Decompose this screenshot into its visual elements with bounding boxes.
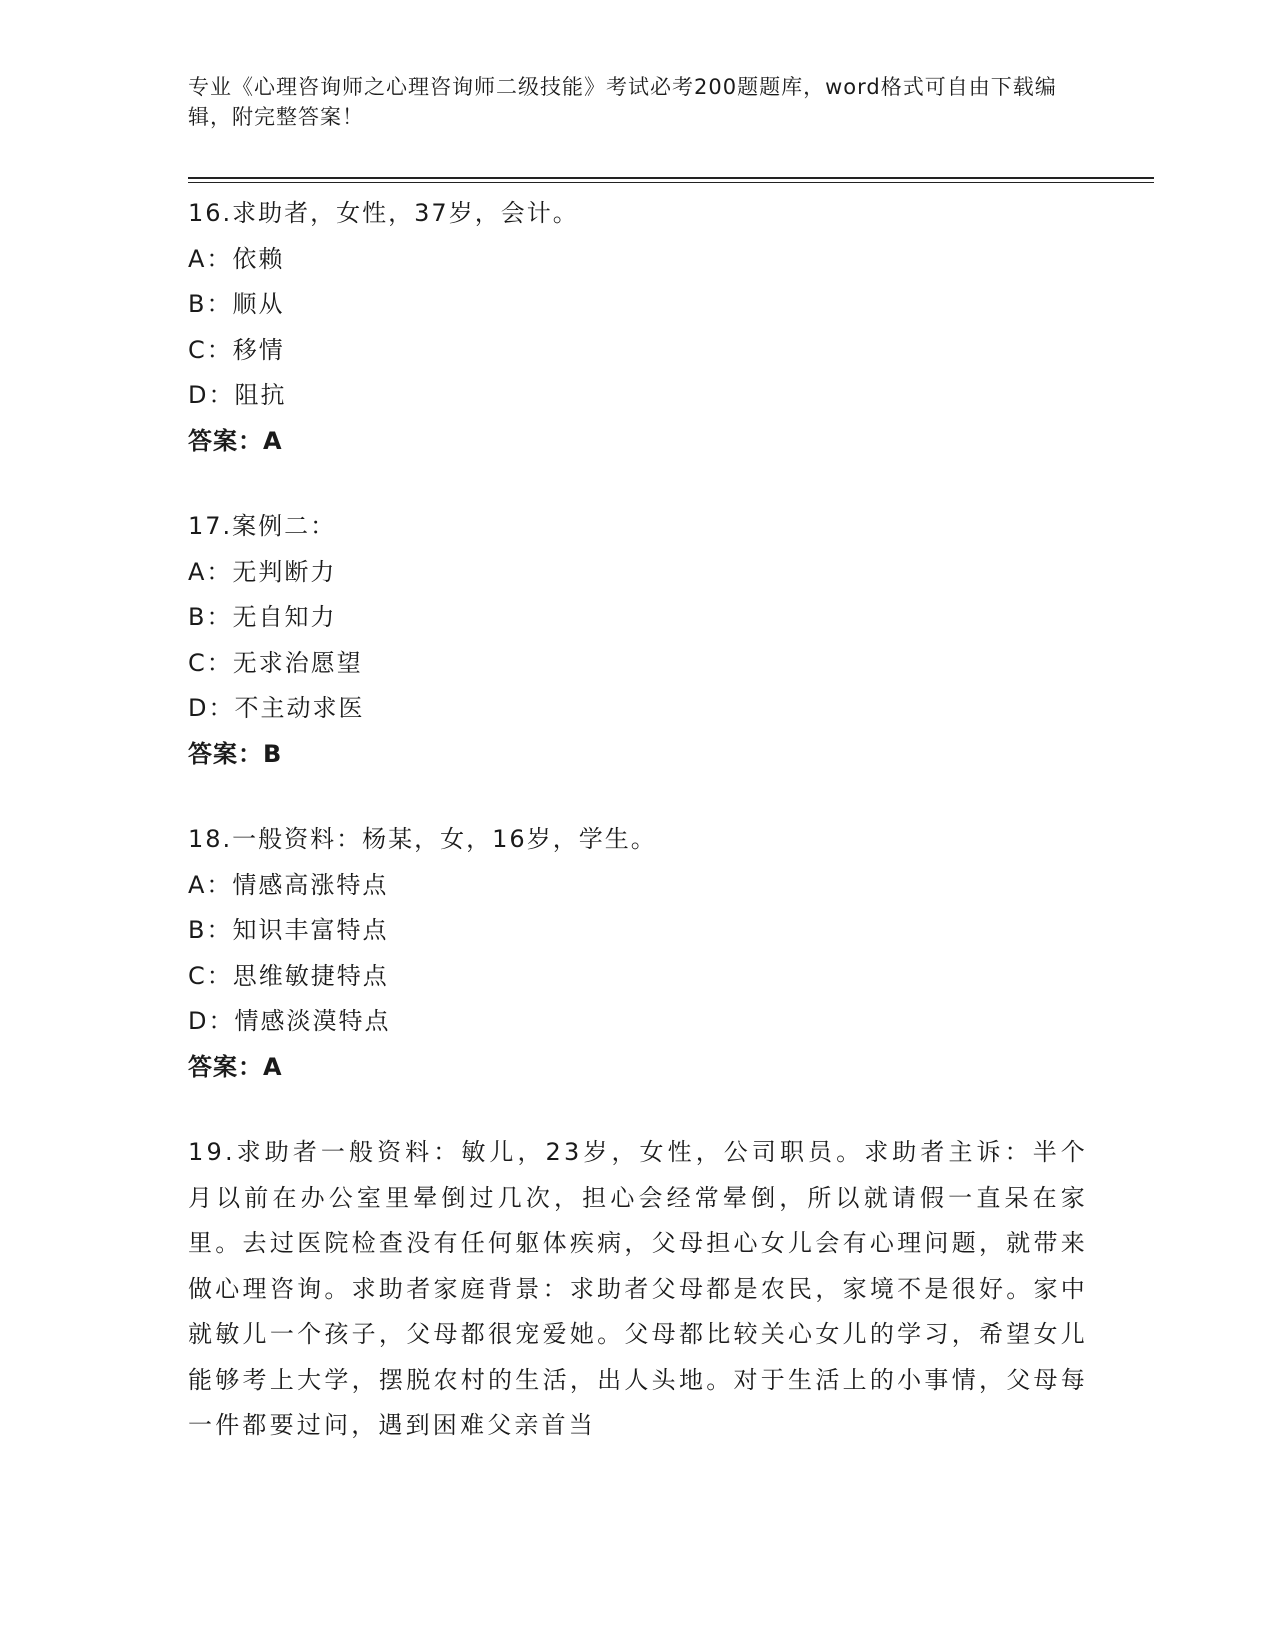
- option-a: A：无判断力: [188, 557, 337, 586]
- option-c: C：移情: [188, 335, 285, 364]
- answer-label: 答案：A: [188, 426, 283, 455]
- option-a: A：依赖: [188, 244, 285, 273]
- question-18: [188, 817, 1088, 1090]
- question-stem: 18.一般资料：杨某，女，16岁，学生。: [188, 825, 657, 853]
- answer-label: 答案：B: [188, 739, 283, 768]
- header-divider-thick: [188, 177, 1154, 179]
- header-divider-thin: [188, 182, 1154, 183]
- option-b: B：无自知力: [188, 603, 337, 631]
- option-c: C：无求治愿望: [188, 648, 363, 677]
- option-c: C：思维敏捷特点: [188, 961, 389, 990]
- document-header: 专业《心理咨询师之心理咨询师二级技能》考试必考200题题库，word格式可自由下载编辑，附完整答案！: [188, 75, 1057, 129]
- option-d: D：不主动求医: [188, 694, 365, 722]
- option-a: A：情感高涨特点: [188, 870, 389, 899]
- option-b: B：知识丰富特点: [188, 916, 389, 944]
- question-19-case-text: 19.求助者一般资料：敏儿，23岁，女性，公司职员。求助者主诉：半个月以前在办公室里晕倒过几次，担心会经常晕倒，所以就请假一直呆在家里。去过医院检查没有任何躯体疾病，父母担心女儿会有心理问题，就带来做心理咨询。求助者家庭背景：求助者父母都是农民，家境不是很好。家中就敏儿一个孩子，父母都很宠爱她。父母都比较关心女儿的学习，希望女儿能够考上大学，摆脱农村的生活，出人头地。对于生活上的小事情，父母每一件都要过问，遇到困难父亲首当: [188, 1138, 1088, 1439]
- question-stem: 16.求助者，女性，37岁，会计。: [188, 199, 579, 227]
- question-16: [188, 191, 1088, 464]
- answer-label: 答案：A: [188, 1052, 283, 1081]
- question-17: [188, 504, 1088, 777]
- option-d: D：阻抗: [188, 381, 287, 409]
- question-list: [188, 191, 1088, 1449]
- option-b: B：顺从: [188, 290, 285, 318]
- question-stem: 17.案例二：: [188, 512, 337, 540]
- option-d: D：情感淡漠特点: [188, 1007, 391, 1035]
